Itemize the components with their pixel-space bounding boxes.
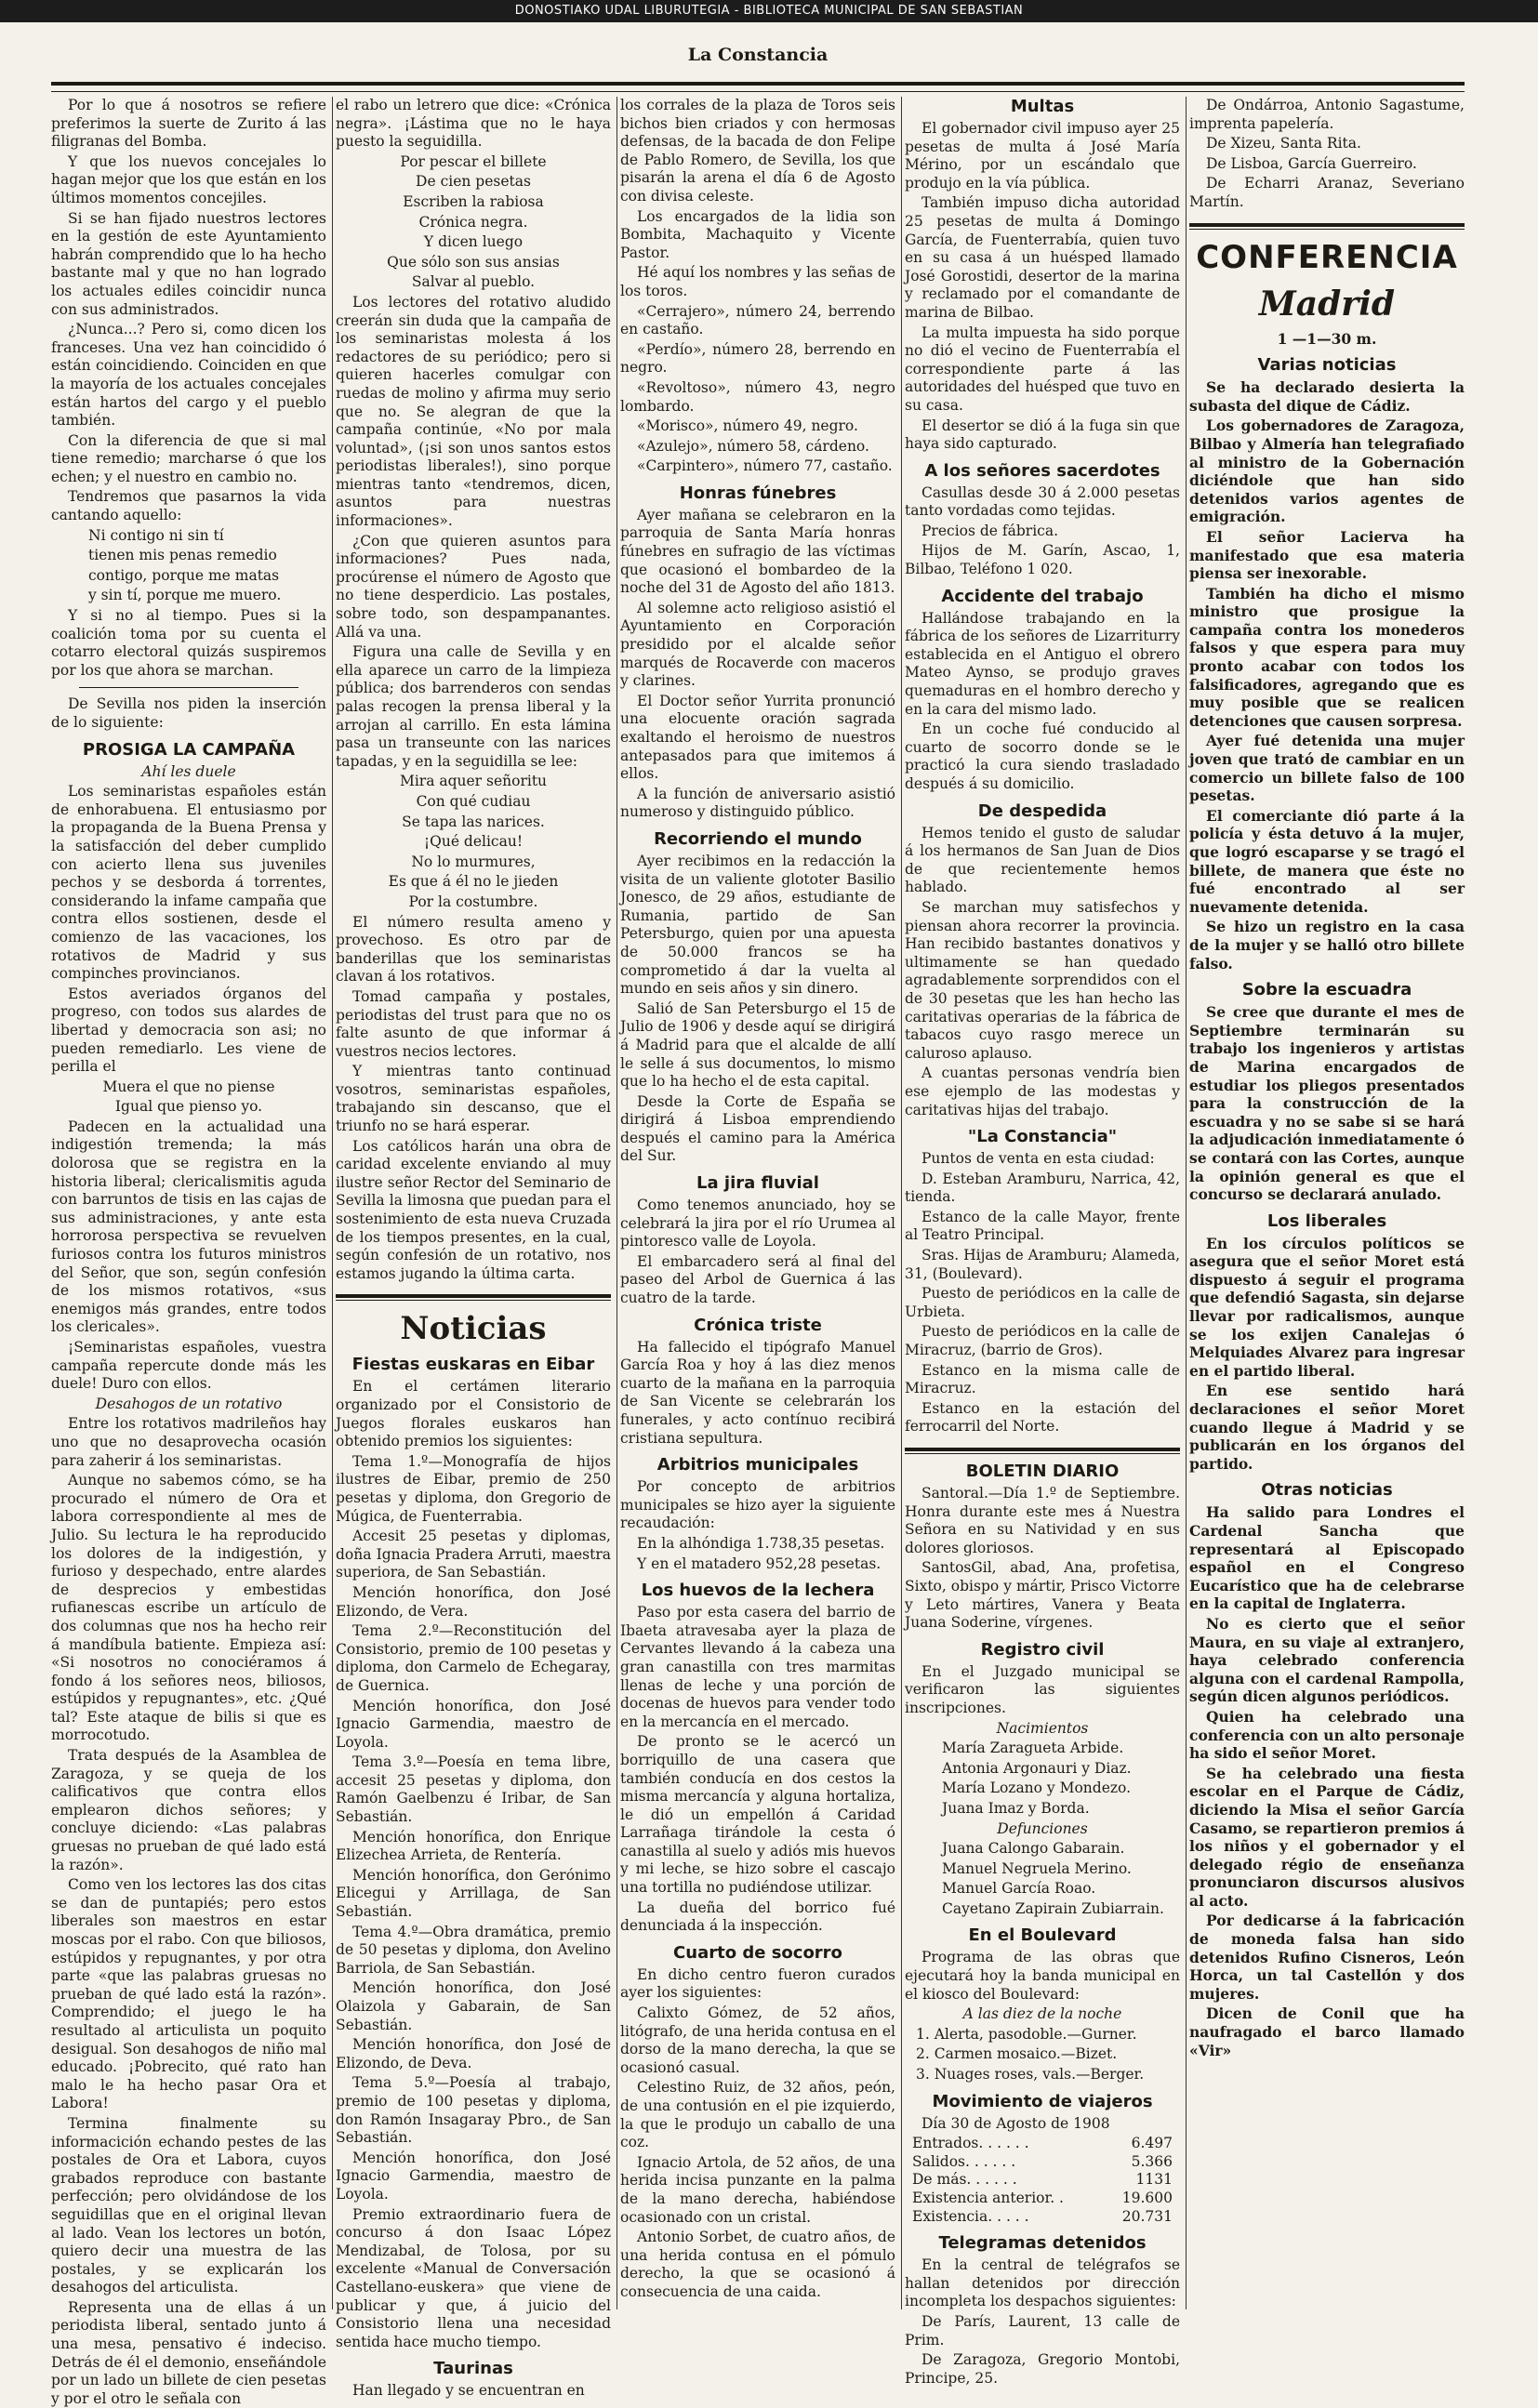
paragraph: La multa impuesta ha sido porque no dió el vecino de Fuenterrabía el correspondiente parte á las autoridades del huésped que tuvo en su casa. <box>905 324 1180 414</box>
paragraph: El comerciante dió parte á la policía y ésta detuvo á la mujer, que logró escaparse y se tragó el billete, de manera que éste no fué encontrado al ser nuevamente detenida. <box>1189 806 1465 916</box>
row-label: Existencia. . . . . <box>912 2207 1029 2225</box>
paragraph: los corrales de la plaza de Toros seis bichos bien criados y con hermosas defensas, de la bacada de don Felipe de Pablo Romero, de Sevilla, los que pisarán la arena el día 6 de Agosto con divisa celeste. <box>620 97 895 205</box>
subheading: Defunciones <box>997 1819 1088 1837</box>
paragraph: En el certámen literario organizado por el Consistorio de Juegos florales euskaros han obtenido premios los siguientes: <box>336 1378 611 1450</box>
paragraph: De París, Laurent, 13 calle de Prim. <box>905 2312 1180 2348</box>
row-value: 6.497 <box>1131 2135 1173 2152</box>
paragraph: Premio extraordinario fuera de concurso á don Isaac López Mendizabal, de Tolosa, por su excelente «Manual de Conversación Castellano-euskera» que viene de publicar y que, á juicio del Consistorio llena una necesidad sentida hace mucho tiempo. <box>336 2205 611 2350</box>
paragraph: Tema 1.º—Monografía de hijos ilustres de Eibar, premio de 250 pesetas y diploma, don Gregorio de Múgica, de Fuenterrabia. <box>336 1452 611 1525</box>
column-4 <box>905 97 1180 2387</box>
paragraph: ¿Con que quieren asuntos para informaciones? Pues nada, procúrense el número de Agosto que no tiene desperdicio. Las postales, sobre todo, son despampanantes. Allá va una. <box>336 532 611 641</box>
table-row <box>905 2208 1180 2227</box>
headline-varias: Varias noticias <box>1257 355 1397 376</box>
verse-line: y sin tí, porque me muero. <box>88 587 282 604</box>
paragraph: SantosGil, abad, Ana, profetisa, Sixto, obispo y mártir, Prisco Victorre y Leto mártires, Vanera y Beata Juana Soderine, vírgenes. <box>905 1559 1180 1632</box>
paragraph: «Carpintero», número 77, castaño. <box>637 457 893 475</box>
headline-boulevard: En el Boulevard <box>968 1925 1117 1946</box>
verse-line: Por pescar el billete <box>400 152 547 170</box>
paragraph: «Revoltoso», número 43, negro lombardo. <box>620 378 895 415</box>
paragraph: Los lectores del rotativo aludido creerán sin duda que la campaña de los seminaristas molesta á los redactores de su periódico; pero si quieren hacerles comulgar con ruedas de molino y afirma muy serio que no. Se alegran de que la campaña continúe, «No por mala voluntad», (¡si son unos santos estos periodistas liberales!), sino porque mientras tanto «tendremos, dicen, asuntos para nuestras informaciones». <box>336 293 611 530</box>
section-rule <box>1189 223 1465 230</box>
paragraph: El número resulta ameno y provechoso. Es otro par de banderillas que los seminaristas clavan á los rotativos. <box>336 913 611 986</box>
paragraph: El Doctor señor Yurrita pronunció una elocuente oración sagrada exaltando el heroismo de nuestros antepasados para que imitemos á ellos. <box>620 692 895 783</box>
headline-multas: Multas <box>1010 97 1075 116</box>
paragraph: De pronto se le acercó un borriquillo de una casera que también conducía en dos cestos la misma mercancía y alguna hortaliza, le dió un empellón á Caridad Larrañaga tirándole la cesta ó canastilla al suelo y adiós mis huevos y mi leche, se hizo sobre el cascajo una tortilla no pudiéndose utilizar. <box>620 1733 895 1897</box>
paragraph: Por dedicarse á la fabricación de moneda falsa han sido detenidos Rufino Cisneros, León Horca, un tal Castellón y dos mujeres. <box>1189 1912 1465 2003</box>
paragraph: ¿Nunca...? Pero si, como dicen los franceses. Una vez han coincidido ó están coincidiendo. Coinciden en que la mayoría de los actuales concejales están hartos del cargo y el pueblo también. <box>51 321 326 430</box>
paragraph: Al solemne acto religioso asistió el Ayuntamiento en Corporación presidido por el alcalde señor marqués de Rocaverde con maceros y clarines. <box>620 599 895 690</box>
table-row <box>905 2171 1180 2190</box>
paragraph: Representa una de ellas á un periodista liberal, sentado junto á una mesa, pensativo é indeciso. Detrás de él el demonio, enseñándole por un lado un billete de cien pesetas y por el otro le señala con <box>51 2298 326 2407</box>
verse-line: Mira aquer señoritu <box>399 773 548 790</box>
paragraph: Mención honorífica, don José Olaizola y Gabarain, de San Sebastián. <box>336 1979 611 2033</box>
masthead-title: La Constancia <box>687 45 829 65</box>
paragraph: En la alhóndiga 1.738,35 pesetas. <box>637 1534 885 1552</box>
paragraph: De Echarri Aranaz, Severiano Martín. <box>1189 175 1465 210</box>
paragraph: Ignacio Artola, de 52 años, de una herida incisa punzante en la palma de la mano derecha, habiéndose ocasionado con un cristal. <box>620 2153 895 2226</box>
paragraph: Programa de las obras que ejecutará hoy la banda municipal en el kiosco del Boulevard: <box>905 1949 1180 2003</box>
verse-line: Por la costumbre. <box>408 893 538 910</box>
paragraph: Hé aquí los nombres y las señas de los toros. <box>620 264 895 299</box>
table-row <box>905 2190 1180 2208</box>
paragraph: Tomad campaña y postales, periodistas del trust para que no os falte asunto de que informar á vuestros necios lectores. <box>336 987 611 1060</box>
paragraph: Han llegado y se encuentran en <box>352 2382 585 2400</box>
paragraph: Antonio Sorbet, de cuatro años, de una herida contusa en el pómulo derecho, la que se ocasionó á consecuencia de una caida. <box>620 2229 895 2300</box>
paragraph: Puesto de periódicos en la calle de Urbieta. <box>905 1285 1180 1320</box>
column-1 <box>51 97 326 2407</box>
paragraph: Ha salido para Londres el Cardenal Sancha que representará al Episcopado español en el Congreso Eucarístico que ha de celebrarse en la capital de Inglaterra. <box>1189 1503 1465 1613</box>
library-banner: DONOSTIAKO UDAL LIBURUTEGIA - BIBLIOTECA MUNICIPAL DE SAN SEBASTIAN <box>0 0 1538 22</box>
list-item: 1. Alerta, pasodoble.—Gurner. <box>916 2025 1137 2043</box>
section-title-noticias: Noticias <box>400 1310 547 1348</box>
verse-line: contigo, porque me matas <box>88 566 280 584</box>
paragraph: «Azulejo», número 58, cárdeno. <box>637 437 869 455</box>
paragraph: Casullas desde 30 á 2.000 pesetas tanto vordadas como tejidas. <box>905 483 1180 520</box>
table-row <box>905 2153 1180 2172</box>
paragraph: A cuantas personas vendría bien ese ejemplo de las modestas y caritativas hijas del trabajo. <box>905 1065 1180 1118</box>
paragraph: No es cierto que el señor Maura, en su viaje al extranjero, haya celebrado conferencia alguna con el cardenal Rampolla, según dicen algunos periódicos. <box>1189 1614 1465 1706</box>
paragraph: Los seminaristas españoles están de enhorabuena. El entusiasmo por la propaganda de la Buena Prensa y la satisfacción del deber cumplido con acierto llena sus juveniles pechos y se desborda á torrentes, considerando la infame campaña que contra ellos sostienen, desde el comienzo de las vacaciones, los rotativos de Madrid y sus compinches provincianos. <box>51 783 326 983</box>
divider <box>79 687 298 688</box>
paragraph: «Cerrajero», número 24, berrendo en castaño. <box>620 302 895 338</box>
headline-fiestas: Fiestas euskaras en Eibar <box>351 1355 595 1375</box>
section-rule <box>336 1294 611 1301</box>
paragraph: Con la diferencia de que si mal tiene remedio; marcharse ó que los echen; y el nuestro en cambio no. <box>51 431 326 485</box>
paragraph: Dicen de Conil que ha naufragado el barco llamado «Vir» <box>1189 2004 1465 2059</box>
paragraph: ¡Seminaristas españoles, vuestra campaña repercute donde más les duele! Duro con ellos. <box>51 1339 326 1393</box>
list-item: Antonia Argonauri y Diaz. <box>942 1759 1132 1777</box>
headline-escuadra: Sobre la escuadra <box>1241 980 1412 1000</box>
row-label: De más. . . . . . <box>912 2171 1017 2189</box>
headline-sacerdotes: A los señores sacerdotes <box>924 460 1160 481</box>
column-divider <box>332 97 333 2309</box>
paragraph: También impuso dicha autoridad 25 pesetas de multa á Domingo García, de Fuenterrabía, quien tuvo en su casa á un huésped llamado José Gorostidi, desertor de la marina y reclamado por el comandante de marina de Bilbao. <box>905 194 1180 321</box>
list-item: 3. Nuages roses, vals.—Berger. <box>916 2066 1145 2084</box>
row-value: 5.366 <box>1131 2152 1173 2170</box>
paragraph: En ese sentido hará declaraciones el señor Moret cuando llegue á Madrid y se publicarán en los órganos del partido. <box>1189 1382 1465 1473</box>
paragraph: De Sevilla nos piden la inserción de lo siguiente: <box>51 695 326 731</box>
list-item: Cayetano Zapirain Zubiarrain. <box>942 1899 1164 1917</box>
paragraph: Aunque no sabemos cómo, se ha procurado el número de Ora et labora correspondiente al mes de Julio. Su lectura le ha reproducido los dolores de la indigestión, y furioso y despechado, entre alardes de desprecios y embestidas rufianescas escribe un artículo de dos columnas que nos ha hecho reir á mandíbula batiente. Empieza así: «Si nosotros no conociéramos á fondo á los señores neos, biliosos, estúpidos y repugnantes», etc. ¿Qué tal? Este ataque de bilis si que es morrocotudo. <box>51 1472 326 1744</box>
verse-line: Muera el que no piense <box>102 1078 275 1095</box>
paragraph: Ha fallecido el tipógrafo Manuel García Roa y hoy á las diez menos cuarto de la mañana en la parroquia de San Vicente se celebrarán los funerales, y acto contínuo recibirá cristiana sepultura. <box>620 1338 895 1447</box>
paragraph: Tema 4.º—Obra dramática, premio de 50 pesetas y diploma, don Avelino Barriola, de San Sebastián. <box>336 1923 611 1977</box>
paragraph: De Zaragoza, Gregorio Montobi, Principe, 25. <box>905 2351 1180 2387</box>
verse-line: Igual que pienso yo. <box>114 1098 263 1116</box>
paragraph: Hemos tenido el gusto de saludar á los hermanos de San Juan de Dios de que recientemente hemos hablado. <box>905 824 1180 896</box>
paragraph: Hallándose trabajando en la fábrica de los señores de Lizarriturry establecida en el Antiguo el obrero Mateo Aynso, se produjo graves quemaduras en el hombro derecho y en la cara del mismo lado. <box>905 609 1180 718</box>
paragraph: En el Juzgado municipal se verificaron las siguientes inscripciones. <box>905 1662 1180 1716</box>
paragraph: Por lo que á nosotros se refiere preferimos la suerte de Zurito á las filigranas del Bomba. <box>51 97 326 151</box>
paragraph: Accesit 25 pesetas y diplomas, doña Ignacia Pradera Arruti, maestra superiora, de San Sebastián. <box>336 1528 611 1581</box>
paragraph: Se hizo un registro en la casa de la mujer y se halló otro billete falso. <box>1189 918 1465 972</box>
subheading: Nacimientos <box>996 1719 1089 1737</box>
headline-huevos: Los huevos de la lechera <box>641 1581 875 1601</box>
paragraph: Mención honorífica, don Gerónimo Elicegui y Arrillaga, de San Sebastián. <box>336 1866 611 1921</box>
verse-line: Ni contigo ni sin tí <box>88 526 224 544</box>
paragraph: En la central de telégrafos se hallan detenidos por dirección incompleta los despachos siguientes: <box>905 2256 1180 2310</box>
subheading: A las diez de la noche <box>962 2005 1122 2023</box>
headline-liberales: Los liberales <box>1266 1211 1387 1231</box>
headline-jira: La jira fluvial <box>696 1173 819 1194</box>
paragraph: Se ha declarado desierta la subasta del dique de Cádiz. <box>1189 378 1465 415</box>
list-item: 2. Carmen mosaico.—Bizet. <box>916 2045 1118 2063</box>
paragraph: Quien ha celebrado una conferencia con un alto personaje ha sido el señor Moret. <box>1189 1707 1465 1763</box>
headline-registro: Registro civil <box>980 1639 1105 1660</box>
headline-telegramas: Telegramas detenidos <box>938 2233 1147 2254</box>
list-item: Manuel García Roao. <box>942 1880 1096 1898</box>
paragraph: En un coche fué conducido al cuarto de socorro donde se le practicó la cura siendo trasladado después á su domicilio. <box>905 721 1180 792</box>
column-3 <box>620 97 895 2309</box>
paragraph: En dicho centro fueron curados ayer los siguientes: <box>620 1965 895 2002</box>
paragraph: El embarcadero será al final del paseo del Arbol de Guernica á las cuatro de la tarde. <box>620 1252 895 1307</box>
row-label: Existencia anterior. . <box>912 2190 1064 2206</box>
verse-line: tienen mis penas remedio <box>88 547 277 564</box>
newspaper-page <box>51 37 1465 2407</box>
paragraph: Por concepto de arbitrios municipales se hizo ayer la siguiente recaudación: <box>620 1478 895 1532</box>
paragraph: Desde la Corte de España se dirigirá á Lisboa emprendiendo después el camino para la América del Sur. <box>620 1092 895 1165</box>
paragraph: Mención honorífica, don José Ignacio Garmendia, maestro de Loyola. <box>336 1697 611 1751</box>
paragraph: Si se han fijado nuestros lectores en la gestión de este Ayuntamiento habrán comprendido que lo ha hecho bastante mal y que no han logrado los actuales ediles coincidir nunca con sus administrados. <box>51 209 326 318</box>
verse-line: ¡Qué delicau! <box>423 833 524 851</box>
paragraph: De Xizeu, Santa Rita. <box>1206 135 1361 152</box>
table-row <box>905 2135 1180 2153</box>
paragraph: Calixto Gómez, de 52 años, litógrafo, de una herida contusa en el dorso de la mano derecha, la que se ocasionó casual. <box>620 2004 895 2076</box>
headline-taurinas: Taurinas <box>433 2359 513 2379</box>
paragraph: Como ven los lectores las dos citas se dan de puntapiés; pero estos liberales son maestros en estar moscas por el rabo. Con que biliosos, estúpidos y repugnantes, y por otra parte «que las palabras gruesas no prueban de qué lado está la razón». Comprendido; el juego le ha resultado al articulista un poquito desigual. Son desahogos de niño mal educado. ¡Pobrecito, qué rato han malo le ha hecho pasar Ora et Labora! <box>51 1876 326 2112</box>
column-5 <box>1189 97 1465 2309</box>
section-title-conferencia: CONFERENCIA <box>1196 238 1458 276</box>
paragraph: Los gobernadores de Zaragoza, Bilbao y Almería han telegrafiado al ministro de la Gobernación diciéndole que han sido detenidos varios agentes de emigración. <box>1189 417 1465 526</box>
paragraph: Y en el matadero 952,28 pesetas. <box>637 1555 882 1572</box>
headline-honras: Honras fúnebres <box>679 483 837 503</box>
paragraph: Se cree que durante el mes de Septiembre terminarán su trabajo los ingenieros y artistas de Marina encargados de estudiar los pliegos presentados para la construcción de la escuadra y no se sabe si se hará la adjudicación inmediatamente ó se contará con las Cortes, aunque la opinión general es que el concurso se declarará anulado. <box>1189 1003 1465 1204</box>
verse-line: Con qué cudiau <box>416 792 531 810</box>
paragraph: Ayer fué detenida una mujer joven que trató de cambiar en un comercio un billete falso de 100 pesetas. <box>1189 732 1465 805</box>
paragraph: De Lisboa, García Guerreiro. <box>1206 154 1417 172</box>
paragraph: A la función de aniversario asistió numeroso y distinguido público. <box>620 785 895 821</box>
paragraph: Mención honorífica, don José Elizondo, de Vera. <box>336 1583 611 1620</box>
headline-la-constancia: "La Constancia" <box>967 1127 1118 1147</box>
paragraph: Figura una calle de Sevilla y en ella aparece un carro de la limpieza pública; dos barrenderos con sendas palas recogen la prensa liberal y la arrojan al carrillo. En esta lámina pasa un transeunte con las narices tapadas, y en la seguidilla se lee: <box>336 643 611 770</box>
paragraph: Los encargados de la lidia son Bombita, Machaquito y Vicente Pastor. <box>620 207 895 261</box>
headline-viajeros: Movimiento de viajeros <box>932 2091 1153 2111</box>
paragraph: En los círculos políticos se asegura que el señor Moret está dispuesto á seguir el programa que defendió Sagasta, sin dejarse llevar por radicalismos, aunque se los exijen Canalejas ó Melquiades Alvarez para ingresar en el partido liberal. <box>1189 1234 1465 1380</box>
verse-line: Escriben la rabiosa <box>403 192 544 210</box>
paragraph: Tema 5.º—Poesía al trabajo, premio de 100 pesetas y diploma, don Ramón Insagaray Pbro., de San Sebastián. <box>336 2074 611 2147</box>
headline-despedida: De despedida <box>977 800 1107 821</box>
paragraph: El señor Lacierva ha manifestado que esa materia piensa ser inexorable. <box>1189 527 1465 583</box>
paragraph: Ayer recibimos en la redacción la visita de un valiente glototer Basilio Jonesco, de 29 años, estudiante de Rumania, partido de San Petersburgo, quien por una apuesta de 50.000 francos se ha comprometido á dar la vuelta al mundo en seis años y sin dinero. <box>620 852 895 998</box>
section-rule <box>905 1448 1180 1454</box>
paragraph: Mención honorífica, don José Ignacio Garmendia, maestro de Loyola. <box>336 2149 611 2203</box>
paragraph: Y que los nuevos concejales lo hagan mejor que los que están en los últimos momentos concejiles. <box>51 152 326 206</box>
headline-recorriendo: Recorriendo el mundo <box>654 828 862 849</box>
paragraph: Hijos de M. Garín, Ascao, 1, Bilbao, Teléfono 1 020. <box>905 542 1180 578</box>
verse-line: De cien pesetas <box>416 173 531 191</box>
verse-line: No lo murmures, <box>411 853 536 870</box>
paragraph: D. Esteban Aramburu, Narrica, 42, tienda. <box>905 1170 1180 1206</box>
paragraph: Puntos de venta en esta ciudad: <box>921 1150 1155 1168</box>
paragraph: «Perdío», número 28, berrendo en negro. <box>620 340 895 377</box>
paragraph: Se ha celebrado una fiesta escolar en el Parque de Cádiz, diciendo la Misa el señor García Casamo, se repartieron premios á los niños y el gobernador y el delegado régio de enseñanza pronunciaron discursos alusivos al acto. <box>1189 1764 1465 1910</box>
paragraph: También ha dicho el mismo ministro que prosigue la campaña contra los monederos falsos y que espera para muy pronto acabar con todos los falsificadores, agregando que es muy posible que se realicen detenciones que causen sorpresa. <box>1189 584 1465 730</box>
dateline: 1 —1—30 m. <box>1277 329 1377 348</box>
paragraph: Santoral.—Día 1.º de Septiembre. Honra durante este mes á Nuestra Señora en su Natividad y en sus dolores gloriosos. <box>905 1485 1180 1556</box>
paragraph: Trata después de la Asamblea de Zaragoza, y se queja de los calificativos que contra ellos emplearon dichos señores; y concluye diciendo: «Las palabras gruesas no prueban de qué lado está la razón». <box>51 1747 326 1873</box>
row-label: Entrados. . . . . . <box>912 2135 1029 2152</box>
verse-line: Es que á él no le jieden <box>388 873 559 891</box>
paragraph: Entre los rotativos madrileños hay uno que no desaprovecha ocasión para zaherir á los seminaristas. <box>51 1415 326 1469</box>
paragraph: Salió de San Petersburgo el 15 de Julio de 1906 y desde aquí se dirigirá á Madrid para que el alcalde de allí le selle á sus documentos, lo mismo que lo ha hecho el de esta capital. <box>620 999 895 1091</box>
verse-line: Que sólo son sus ansias <box>387 253 560 271</box>
column-2 <box>336 97 611 2400</box>
verse-line: Se tapa las narices. <box>402 813 545 830</box>
list-item: Manuel Negruela Merino. <box>942 1859 1132 1877</box>
row-label: Salidos. . . . . . <box>912 2152 1016 2170</box>
subheading: Desahogos de un rotativo <box>95 1395 283 1412</box>
paragraph: Estos averiados órganos del progreso, con todos sus alardes de libertad y democracia son asi; no pueden remediarlo. Les viene de perilla el <box>51 985 326 1076</box>
verse-line: Y dicen luego <box>423 233 524 251</box>
verse-line: Crónica negra. <box>418 213 528 231</box>
paragraph: Estanco en la misma calle de Miracruz. <box>905 1361 1180 1397</box>
paragraph: Puesto de periódicos en la calle de Miracruz, (barrio de Gros). <box>905 1323 1180 1359</box>
row-value: 1131 <box>1135 2171 1173 2189</box>
list-item: Juana Calongo Gabarain. <box>942 1840 1125 1858</box>
headline-prosiga: PROSIGA LA CAMPAÑA <box>82 739 296 760</box>
paragraph: Sras. Hijas de Aramburu; Alameda, 31, (Boulevard). <box>905 1247 1180 1282</box>
paragraph: Termina finalmente su informacición echando pestes de las postales de Ora et Labora, cuyos grabados reproduce con bastante perfección; pero olvidándose de los seguidillas que en el original llevan al lado. Vean los lectores un botón, quiero decir una muestra de las postales, y se explicarán los desahogos del articulista. <box>51 2114 326 2296</box>
paragraph: Los católicos harán una obra de caridad excelente enviando al muy ilustre señor Rector del Seminario de Sevilla la limosna que puedan para el sostenimiento de esta nueva Cruzada de los tiempos presentes, en la cual, según confesión de un rotativo, nos estamos jugando la última carta. <box>336 1137 611 1282</box>
headline-accidente: Accidente del trabajo <box>941 586 1144 606</box>
paragraph: Se marchan muy satisfechos y piensan ahora recorrer la provincia. Han recibido bastantes donativos y ultimamente se han quedado agradablemente sorprendidos con el de 30 pesetas que les han hecho las caritativas operarias de la fábrica de tabacos cuyo rasgo merece un caluroso aplauso. <box>905 898 1180 1062</box>
section-title-madrid: Madrid <box>1258 284 1396 324</box>
paragraph: Estanco en la estación del ferrocarril del Norte. <box>905 1399 1180 1436</box>
paragraph: Estanco de la calle Mayor, frente al Teatro Principal. <box>905 1208 1180 1244</box>
row-value: 20.731 <box>1121 2207 1173 2225</box>
paragraph: Tema 2.º—Reconstitución del Consistorio, premio de 100 pesetas y diploma, don Carmelo de Echegaray, de Guernica. <box>336 1622 611 1694</box>
paragraph: el rabo un letrero que dice: «Crónica negra». ¡Lástima que no le haya puesto la seguidilla. <box>336 97 611 151</box>
paragraph: Y mientras tanto continuad vosotros, seminaristas españoles, trabajando sin descanso, que el triunfo no se hará esperar. <box>336 1063 611 1135</box>
paragraph: El gobernador civil impuso ayer 25 pesetas de multa á José María Mérino, por un escándalo que produjo en la vía pública. <box>905 120 1180 192</box>
masthead-rule <box>51 82 1465 92</box>
paragraph: Tema 3.º—Poesía en tema libre, accesit 25 pesetas y diploma, don Ramón Gaelbenzu é Iribar, de San Sebastián. <box>336 1753 611 1826</box>
paragraph: Celestino Ruiz, de 32 años, peón, de una contusión en el pie izquierdo, la que le produjo un caballo de una coz. <box>620 2079 895 2151</box>
verse-line: Salvar al pueblo. <box>411 273 536 291</box>
list-item: María Lozano y Mondezo. <box>942 1780 1132 1797</box>
paragraph: Mención honorífica, don Enrique Elizechea Arrieta, de Rentería. <box>336 1828 611 1864</box>
paragraph: Precios de fábrica. <box>921 522 1059 539</box>
paragraph: Tendremos que pasarnos la vida cantando aquello: <box>51 488 326 524</box>
paragraph: «Morisco», número 49, negro. <box>637 417 858 435</box>
paragraph: La dueña del borrico fué denunciada á la inspección. <box>620 1899 895 1935</box>
paragraph: Mención honorífica, don José de Elizondo, de Deva. <box>336 2036 611 2071</box>
list-item: María Zaragueta Arbide. <box>942 1740 1124 1757</box>
paragraph: Día 30 de Agosto de 1908 <box>921 2114 1110 2132</box>
paragraph: Padecen en la actualidad una indigestión tremenda; la más dolorosa que se registra en la historia liberal; clericalismitis aguda con barruntos de tisis en las cajas de sus administraciones, y ante esta horrorosa perspectiva se revuelven furiosos contra los futuros ministros del Señor, que son, según confesión de los mismos rotativos, «sus enemigos más grandes, entre todos los clericales». <box>51 1118 326 1336</box>
headline-cronica: Crónica triste <box>694 1315 822 1335</box>
row-value: 19.600 <box>1121 2190 1173 2206</box>
paragraph: Y si no al tiempo. Pues si la coalición toma por su cuenta el cotarro electoral quizás suspiremos por los que ahora se marchan. <box>51 607 326 679</box>
headline-arbitrios: Arbitrios municipales <box>656 1455 859 1475</box>
paragraph: El desertor se dió á la fuga sin que haya sido capturado. <box>905 417 1180 453</box>
paragraph: Como tenemos anunciado, hoy se celebrará la jira por el río Urumea al pintoresco valle de Loyola. <box>620 1197 895 1250</box>
headline-otras: Otras noticias <box>1261 1480 1393 1501</box>
subheading: Ahí les duele <box>141 762 236 780</box>
paragraph: Ayer mañana se celebraron en la parroquia de Santa María honras fúnebres en sufragio de las víctimas que ocasionó el bombardeo de la noche del 31 de Agosto del año 1813. <box>620 506 895 597</box>
column-divider <box>901 97 902 2309</box>
list-item: Juana Imaz y Borda. <box>942 1799 1090 1817</box>
column-divider <box>1186 97 1187 2309</box>
headline-socorro: Cuarto de socorro <box>673 1942 842 1963</box>
paragraph: Paso por esta casera del barrio de Ibaeta atravesaba ayer la plaza de Cervantes llevando á la cabeza una gran canastilla con tres marmitas llenas de leche y una porción de docenas de huevos para vender todo en la mercancía en el mercado. <box>620 1604 895 1730</box>
headline-boletin: BOLETIN DIARIO <box>965 1462 1120 1481</box>
paragraph: De Ondárroa, Antonio Sagastume, imprenta papelería. <box>1189 97 1465 132</box>
